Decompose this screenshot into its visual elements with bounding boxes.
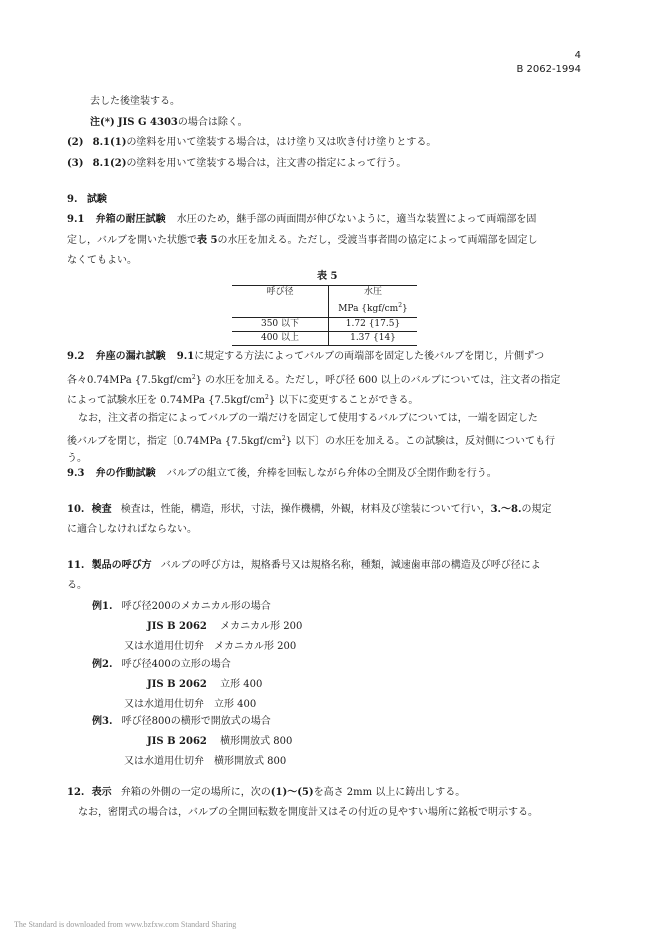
example-1-std-line <box>147 620 302 634</box>
page-number: 4 <box>574 50 581 61</box>
example-3-heading <box>92 715 271 729</box>
example-2-alt: 又は水道用仕切弁 立形 400 <box>124 699 257 710</box>
section-9-1-line-2 <box>67 234 537 248</box>
table-cell-pressure: 1.37 {14} <box>329 332 418 346</box>
example-2-desc: 呼び径400の立形の場合 <box>121 659 231 670</box>
example-3-std-text: 横形開放式 800 <box>220 736 293 747</box>
section-12-line-2: なお，密閉式の場合は，バルブの全開回転数を開度計又はその付近の見やすい場所に銘板で明示する。 <box>78 807 538 818</box>
item-2-ref: 8.1(1) <box>92 137 127 148</box>
item-2-text: の塗料を用いて塗装する場合は，はけ塗り又は吹き付け塗りとする。 <box>126 137 437 148</box>
section-11-title: 製品の呼び方 <box>91 560 152 571</box>
section-12-line-1 <box>67 786 465 800</box>
item-3-number: (3) <box>67 158 84 169</box>
section-9-2-text-1: に規定する方法によってバルブの両端部を固定した後バルブを閉じ，片側ずつ <box>194 351 545 362</box>
example-1-heading <box>92 600 271 614</box>
table-5-ref: 表 5 <box>197 235 218 246</box>
standard-id: B 2062-1994 <box>516 64 581 75</box>
section-11-line-2: る。 <box>67 580 87 591</box>
section-9-2-line-2: 各々0.74MPa $\{7.5kgf/cm^2\}$ の水圧を加える。ただし，呼び径 600 以上のバルブについては，注文者の指定 <box>67 374 561 386</box>
example-3-std: JIS B 2062 <box>147 736 207 747</box>
continuation-line <box>90 95 180 109</box>
example-1-std-text: メカニカル形 200 <box>220 621 303 632</box>
example-2-label: 例2. <box>92 659 113 670</box>
item-3-ref: 8.1(2) <box>92 158 127 169</box>
section-9-2-line-4: なお，注文者の指定によってバルブの一端だけを固定して使用するバルブについては，一端を固定した <box>78 413 538 424</box>
section-9-2-line-3: によって試験水圧を 0.74MPa $\{7.5kgf/cm^2\}$ 以下に変更することができる。 <box>67 394 419 406</box>
section-9-3-line <box>67 467 497 481</box>
example-2-std-text: 立形 400 <box>220 679 263 690</box>
section-9-2-line-1 <box>67 350 544 364</box>
footer-note: The Standard is downloaded from www.bzfxw.com Standard Sharing <box>14 920 237 929</box>
item-2-number: (2) <box>67 137 84 148</box>
section-12-text-1a: 弁箱の外側の一定の場所に，次の <box>120 787 271 798</box>
item-3 <box>67 157 406 171</box>
section-9-number: 9. <box>67 194 78 205</box>
section-11-number: 11. <box>67 560 85 571</box>
example-1-desc: 呼び径200のメカニカル形の場合 <box>121 601 271 612</box>
table-cell-size: 400 以上 <box>232 332 329 346</box>
section-9-1-title: 弁箱の耐圧試験 <box>95 214 166 225</box>
section-12-ref: (1)～(5) <box>270 787 314 798</box>
note-label: 注(*) <box>90 117 115 128</box>
section-9-3-text: バルブの組立て後，弁棒を回転しながら弁体の全開及び全閉作動を行う。 <box>166 468 497 479</box>
item-3-text: の塗料を用いて塗装する場合は，注文書の指定によって行う。 <box>126 158 407 169</box>
section-10-number: 10. <box>67 504 85 515</box>
section-10-line-1 <box>67 503 551 517</box>
example-2-heading <box>92 658 231 672</box>
section-9-2-number: 9.2 <box>67 351 85 362</box>
section-12-number: 12. <box>67 787 85 798</box>
example-3-desc: 呼び径800の横形で開放式の場合 <box>121 716 271 727</box>
example-3-std-line <box>147 735 292 749</box>
example-1-std: JIS B 2062 <box>147 621 207 632</box>
section-12-title: 表示 <box>91 787 112 798</box>
section-9-1-line-1 <box>67 213 536 227</box>
note-std: JIS G 4303 <box>117 117 178 128</box>
example-1-label: 例1. <box>92 601 113 612</box>
section-9-2-line-6: う。 <box>67 453 87 464</box>
section-9-3-number: 9.3 <box>67 468 85 479</box>
table-cell-pressure: 1.72 {17.5} <box>329 318 418 332</box>
table-5-header-unit: MPa $\{kgf/cm^2\}$ <box>338 302 408 314</box>
example-3-alt: 又は水道用仕切弁 横形開放式 800 <box>124 756 287 767</box>
table-5-header-pressure: 水圧 <box>329 286 418 300</box>
section-10-text-1a: 検査は，性能，構造，形状，寸法，操作機構，外観，材料及び塗装について行い， <box>120 504 491 515</box>
section-11-text-1: バルブの呼び方は，規格番号又は規格名称，種類，減速歯車部の構造及び呼び径によ <box>160 560 541 571</box>
section-9-1-text-2a: 定し，バルブを開いた状態で <box>67 235 197 246</box>
continuation-text: 去した後塗装する。 <box>90 96 180 107</box>
table-5-header-size: 呼び径 <box>232 286 329 318</box>
section-9-2-line-5: 後バルブを閉じ，指定〔0.74MPa $\{7.5kgf/cm^2\}$ 以下〕の水圧を加える。この試験は，反対側についても行 <box>67 435 555 447</box>
example-1-alt: 又は水道用仕切弁 メカニカル形 200 <box>124 641 297 652</box>
section-10-ref: 3.～8. <box>490 504 522 515</box>
section-10-text-1b: の規定 <box>521 504 552 515</box>
section-10-line-2: に適合しなければならない。 <box>67 524 197 535</box>
section-11-line-1 <box>67 559 541 573</box>
section-9-1-text-2b: の水圧を加える。ただし，受渡当事者間の協定によって両端部を固定し <box>217 235 538 246</box>
example-2-std: JIS B 2062 <box>147 679 207 690</box>
table-row <box>232 332 417 346</box>
table-5 <box>232 285 417 346</box>
section-9-1-number: 9.1 <box>67 214 85 225</box>
note-text: の場合は除く。 <box>177 117 248 128</box>
example-3-label: 例3. <box>92 716 113 727</box>
table-row <box>232 318 417 332</box>
section-9-1-text-1: 水圧のため，継手部の両面間が伸びないように，適当な装置によって両端部を固 <box>176 214 537 225</box>
section-10-title: 検査 <box>91 504 112 515</box>
section-9-3-title: 弁の作動試験 <box>95 468 156 479</box>
note-line <box>90 116 248 130</box>
table-cell-size: 350 以下 <box>232 318 329 332</box>
section-9-heading <box>67 193 107 207</box>
table-5-caption: 表 5 <box>317 271 338 282</box>
item-2 <box>67 136 436 150</box>
section-9-1-line-3: なくてもよい。 <box>67 255 137 266</box>
section-12-text-1b: を高さ 2mm 以上に鋳出しする。 <box>313 787 466 798</box>
section-9-2-title: 弁座の漏れ試験 <box>95 351 166 362</box>
example-2-std-line <box>147 678 262 692</box>
section-9-2-ref: 9.1 <box>176 351 195 362</box>
section-9-title: 試験 <box>86 194 107 205</box>
